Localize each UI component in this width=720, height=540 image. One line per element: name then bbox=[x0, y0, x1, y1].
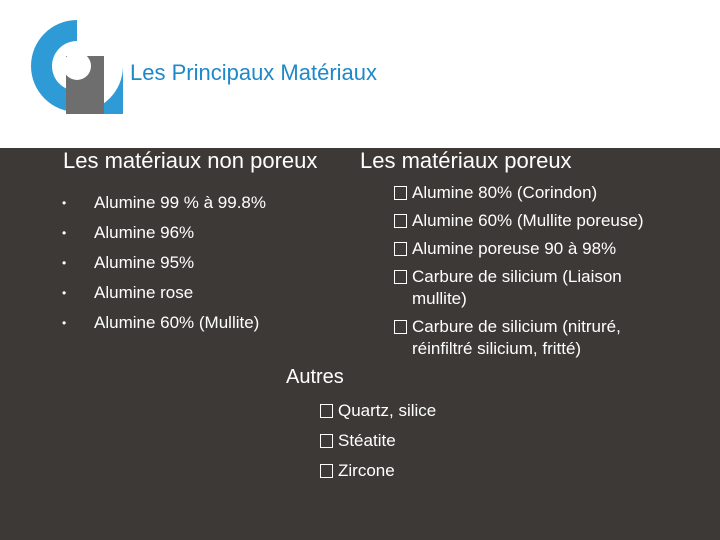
list-item: Alumine 80% (Corindon) bbox=[394, 182, 644, 204]
list-item: Stéatite bbox=[320, 426, 436, 456]
checkbox-glyph-icon bbox=[394, 186, 407, 200]
porous-heading: Les matériaux poreux bbox=[360, 148, 572, 173]
list-item: Quartz, silice bbox=[320, 396, 436, 426]
list-item: Carbure de silicium (Liaison mullite) bbox=[394, 266, 644, 310]
non-porous-heading: Les matériaux non poreux bbox=[63, 148, 318, 173]
slide-title: Les Principaux Matériaux bbox=[130, 60, 378, 85]
checkbox-glyph-icon bbox=[320, 434, 333, 448]
bullet-icon: • bbox=[62, 196, 67, 210]
bullet-icon: • bbox=[62, 226, 67, 240]
bullet-icon: • bbox=[62, 286, 67, 300]
porous-list bbox=[394, 182, 644, 366]
list-item: Alumine poreuse 90 à 98% bbox=[394, 238, 644, 260]
anderman-logo bbox=[22, 14, 132, 134]
checkbox-glyph-icon bbox=[320, 404, 333, 418]
bullet-icon: • bbox=[62, 316, 67, 330]
list-item: Zircone bbox=[320, 456, 436, 486]
checkbox-glyph-icon bbox=[394, 270, 407, 284]
checkbox-glyph-icon bbox=[394, 320, 407, 334]
list-item: Alumine 60% (Mullite poreuse) bbox=[394, 210, 644, 232]
checkbox-glyph-icon bbox=[394, 214, 407, 228]
checkbox-glyph-icon bbox=[320, 464, 333, 478]
autres-heading: Autres bbox=[286, 366, 344, 388]
list-item: Carbure de silicium (nitruré, réinfiltré silicium, fritté) bbox=[394, 316, 644, 360]
checkbox-glyph-icon bbox=[394, 242, 407, 256]
bullet-icon: • bbox=[62, 256, 67, 270]
autres-list bbox=[320, 396, 436, 486]
